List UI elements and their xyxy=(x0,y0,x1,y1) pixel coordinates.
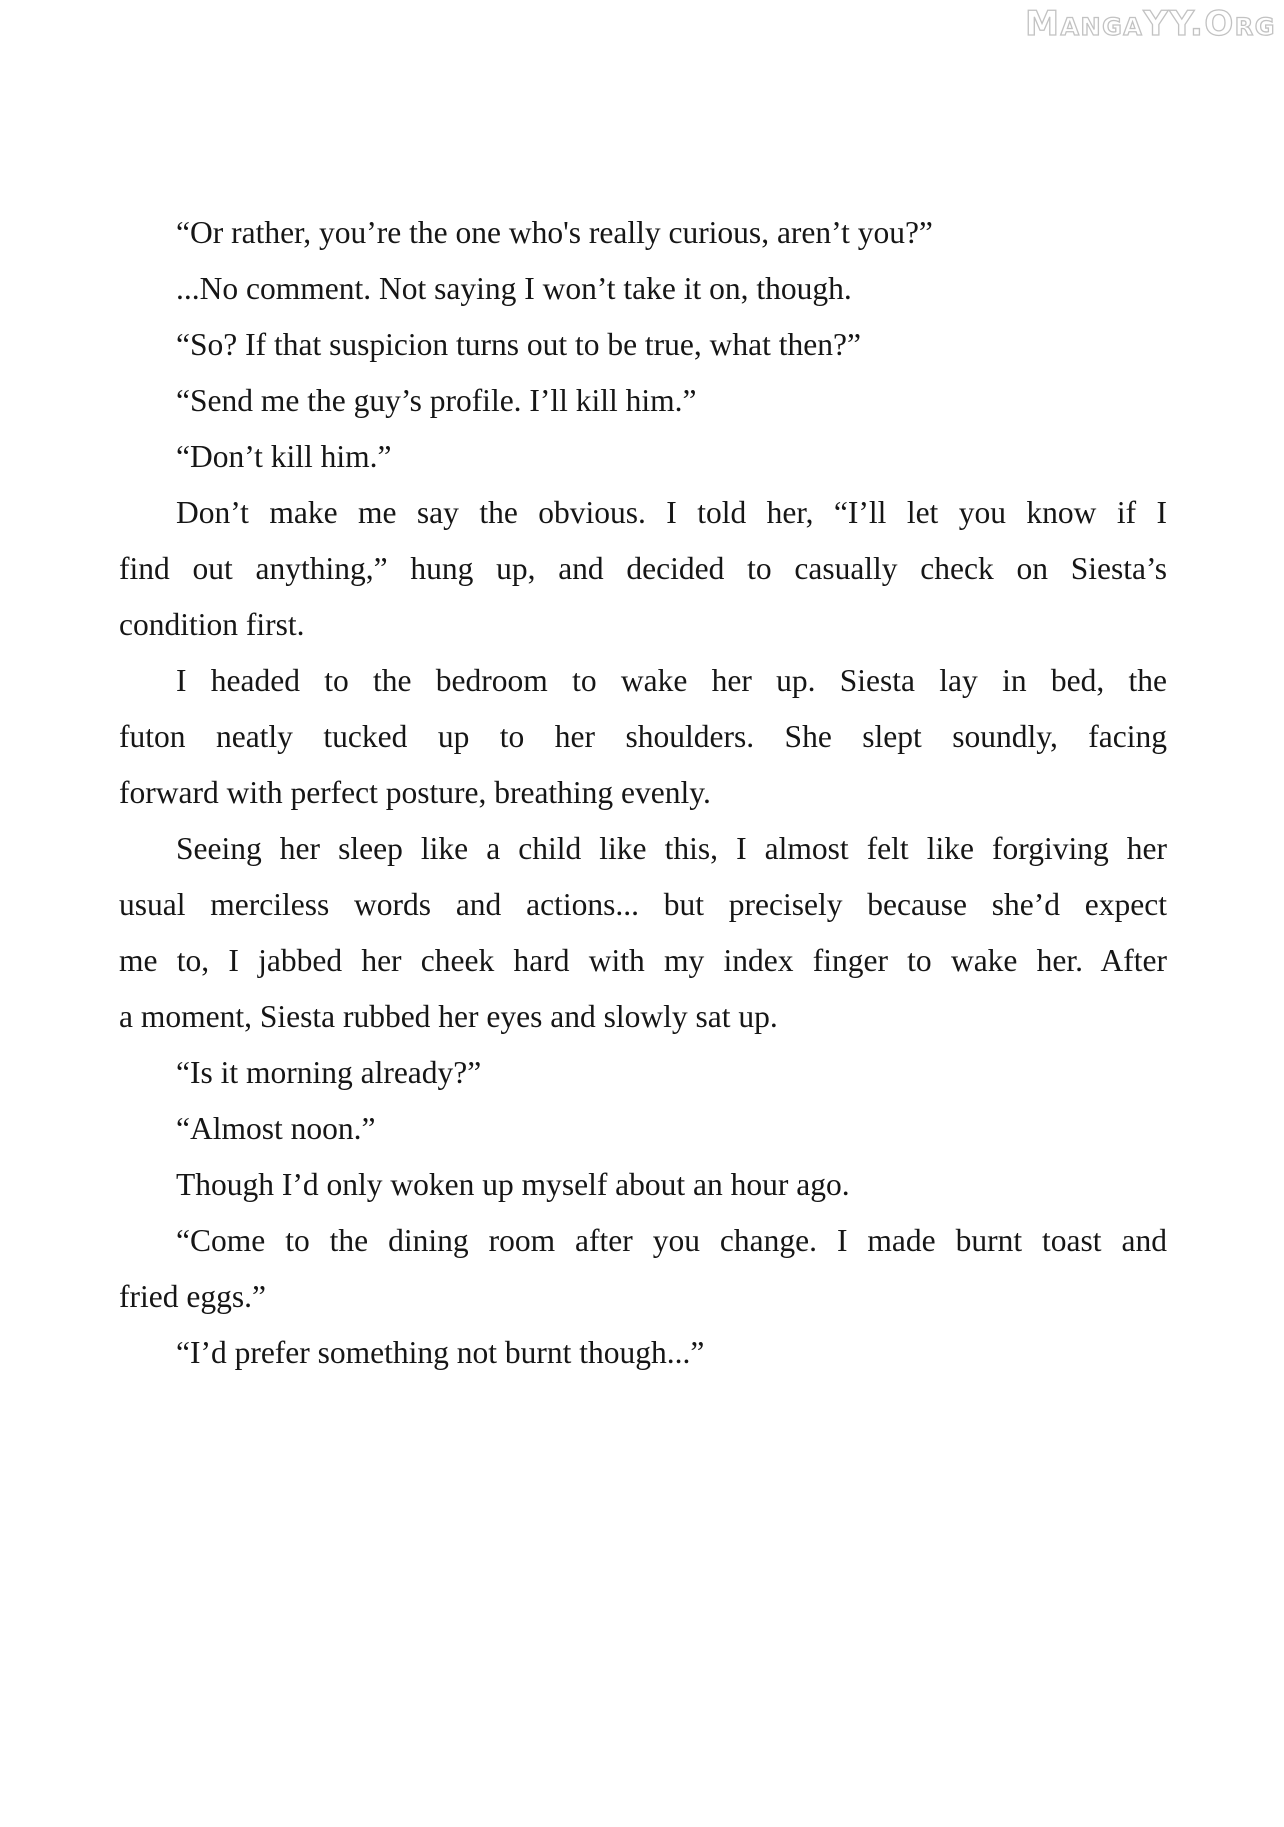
paragraph xyxy=(119,1045,1167,1101)
text-line: forward with perfect posture, breathing evenly. xyxy=(119,775,711,810)
paragraph xyxy=(119,1213,1167,1325)
text-line: me to, I jabbed her cheek hard with my index finger to wake her. After xyxy=(119,943,1167,978)
text-line: “Send me the guy’s profile. I’ll kill him.” xyxy=(176,383,697,418)
paragraph xyxy=(119,1157,1167,1213)
text-line: I headed to the bedroom to wake her up. Siesta lay in bed, the xyxy=(176,663,1167,698)
paragraph xyxy=(119,485,1167,653)
text-line: futon neatly tucked up to her shoulders. She slept soundly, facing xyxy=(119,719,1167,754)
paragraph xyxy=(119,1325,1167,1381)
text-line: find out anything,” hung up, and decided to casually check on Siesta’s xyxy=(119,551,1167,586)
text-line: “Almost noon.” xyxy=(176,1111,376,1146)
text-line: “Or rather, you’re the one who's really curious, aren’t you?” xyxy=(176,215,933,250)
text-line: a moment, Siesta rubbed her eyes and slowly sat up. xyxy=(119,999,778,1034)
text-line: Though I’d only woken up myself about an hour ago. xyxy=(176,1167,850,1202)
paragraph xyxy=(119,373,1167,429)
site-watermark: MangaYY.Org xyxy=(1025,4,1276,44)
paragraph xyxy=(119,429,1167,485)
paragraph xyxy=(119,317,1167,373)
text-line: “Is it morning already?” xyxy=(176,1055,482,1090)
text-line: condition first. xyxy=(119,607,305,642)
paragraph xyxy=(119,1101,1167,1157)
text-line: “Come to the dining room after you change. I made burnt toast and xyxy=(176,1223,1167,1258)
text-line: usual merciless words and actions... but precisely because she’d expect xyxy=(119,887,1167,922)
text-line: “Don’t kill him.” xyxy=(176,439,392,474)
text-line: Don’t make me say the obvious. I told her, “I’ll let you know if I xyxy=(176,495,1167,530)
paragraph xyxy=(119,261,1167,317)
paragraph xyxy=(119,821,1167,1045)
text-line: fried eggs.” xyxy=(119,1279,266,1314)
paragraph xyxy=(119,205,1167,261)
paragraph xyxy=(119,653,1167,821)
text-line: “I’d prefer something not burnt though...” xyxy=(176,1335,705,1370)
text-line: “So? If that suspicion turns out to be true, what then?” xyxy=(176,327,861,362)
text-line: ...No comment. Not saying I won’t take it on, though. xyxy=(176,271,852,306)
text-line: Seeing her sleep like a child like this, I almost felt like forgiving her xyxy=(176,831,1167,866)
text-block xyxy=(119,205,1167,1381)
